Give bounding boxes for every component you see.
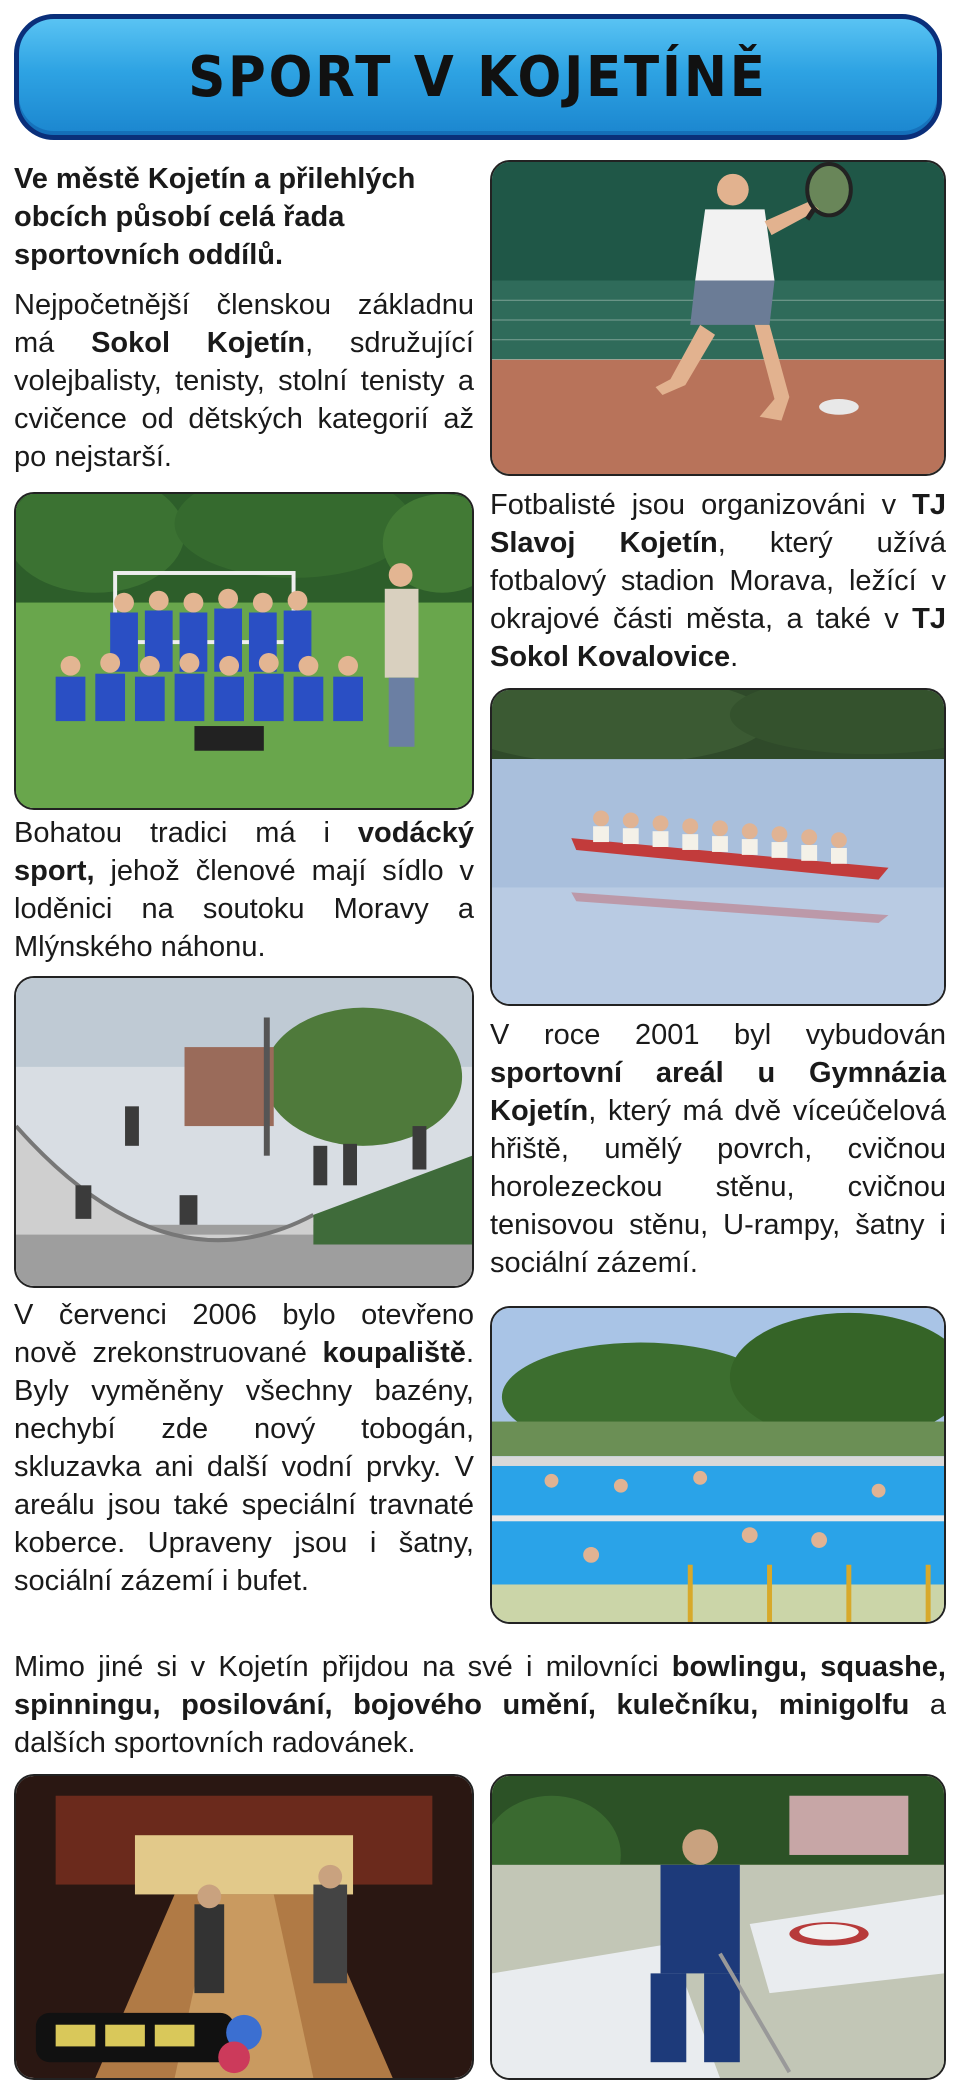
page-title: SPORT V KOJETÍNĚ	[188, 44, 768, 110]
areal-text-1: V roce 2001 byl vybudován	[490, 1019, 946, 1051]
areal-bold-1: sportovní areál u Gymnázia Kojetín	[490, 1057, 946, 1127]
intro-lead	[14, 160, 474, 274]
minigolf-photo	[490, 1774, 946, 2080]
water-text-2: jehož členové mají sídlo v loděnici na soutoku Moravy a Mlýnského náhonu.	[14, 855, 474, 963]
skatepark-photo	[14, 976, 474, 1288]
football-text-1: Fotbalisté jsou organizováni v	[490, 489, 913, 521]
sokol-text-2: , sdružující volejbalisty, tenisty, stolní tenisty a cvičence od dětských kategorií až po nejstarší.	[14, 327, 474, 473]
tennis-photo	[490, 160, 946, 476]
pool-paragraph	[14, 1296, 474, 1600]
football-team-photo	[14, 492, 474, 810]
sokol-text-1: Nejpočetnější členskou základnu má	[14, 289, 474, 359]
football-bold-2: TJ Sokol Kovalovice	[490, 603, 946, 673]
sokol-paragraph	[14, 286, 474, 476]
other-text-1: Mimo jiné si v Kojetín přijdou na své i milovníci	[14, 1651, 672, 1683]
pool-text-1: V červenci 2006 bylo otevřeno nově zrekonstruované	[14, 1299, 474, 1369]
sports-area-paragraph	[490, 1016, 946, 1282]
football-paragraph	[490, 486, 946, 676]
areal-text-2: , který má dvě víceúčelová hřiště, umělý povrch, cvičnou horolezeckou stěnu, cvičnou tenisovou stěnu, U-rampy, šatny i sociální zázemí.	[490, 1095, 946, 1279]
water-text-1: Bohatou tradici má i	[14, 817, 358, 849]
sokol-bold-1: Sokol Kojetín	[91, 327, 306, 359]
intro-lead-text: Ve městě Kojetín a přilehlých obcích působí celá řada sportovních oddílů.	[14, 163, 416, 271]
pool-text-2: . Byly vyměněny všechny bazény, nechybí zde nový tobogán, skluzavka ani další vodní prvky. V areálu jsou také speciální travnaté koberce. Upraveny jsou i šatny, sociální zázemí i bufet.	[14, 1337, 474, 1597]
water-bold-1: vodácký sport,	[14, 817, 474, 887]
football-text-2: , který užívá fotbalový stadion Morava, ležící v okrajové části města, a také v	[490, 527, 946, 635]
rowing-photo	[490, 688, 946, 1006]
pool-bold-1: koupaliště	[322, 1337, 466, 1369]
football-text-3: .	[730, 641, 739, 673]
title-banner	[14, 14, 942, 140]
bowling-photo	[14, 1774, 474, 2080]
other-text-2: a dalších sportovních radovánek.	[14, 1689, 946, 1759]
other-bold-1: bowlingu, squashe, spinningu, posilování, bojového umění, kulečníku, minigolfu	[14, 1651, 946, 1721]
football-bold-1: TJ Slavoj Kojetín	[490, 489, 946, 559]
other-sports-paragraph	[14, 1648, 946, 1762]
swimming-pool-photo	[490, 1306, 946, 1624]
water-sport-paragraph	[14, 814, 474, 966]
